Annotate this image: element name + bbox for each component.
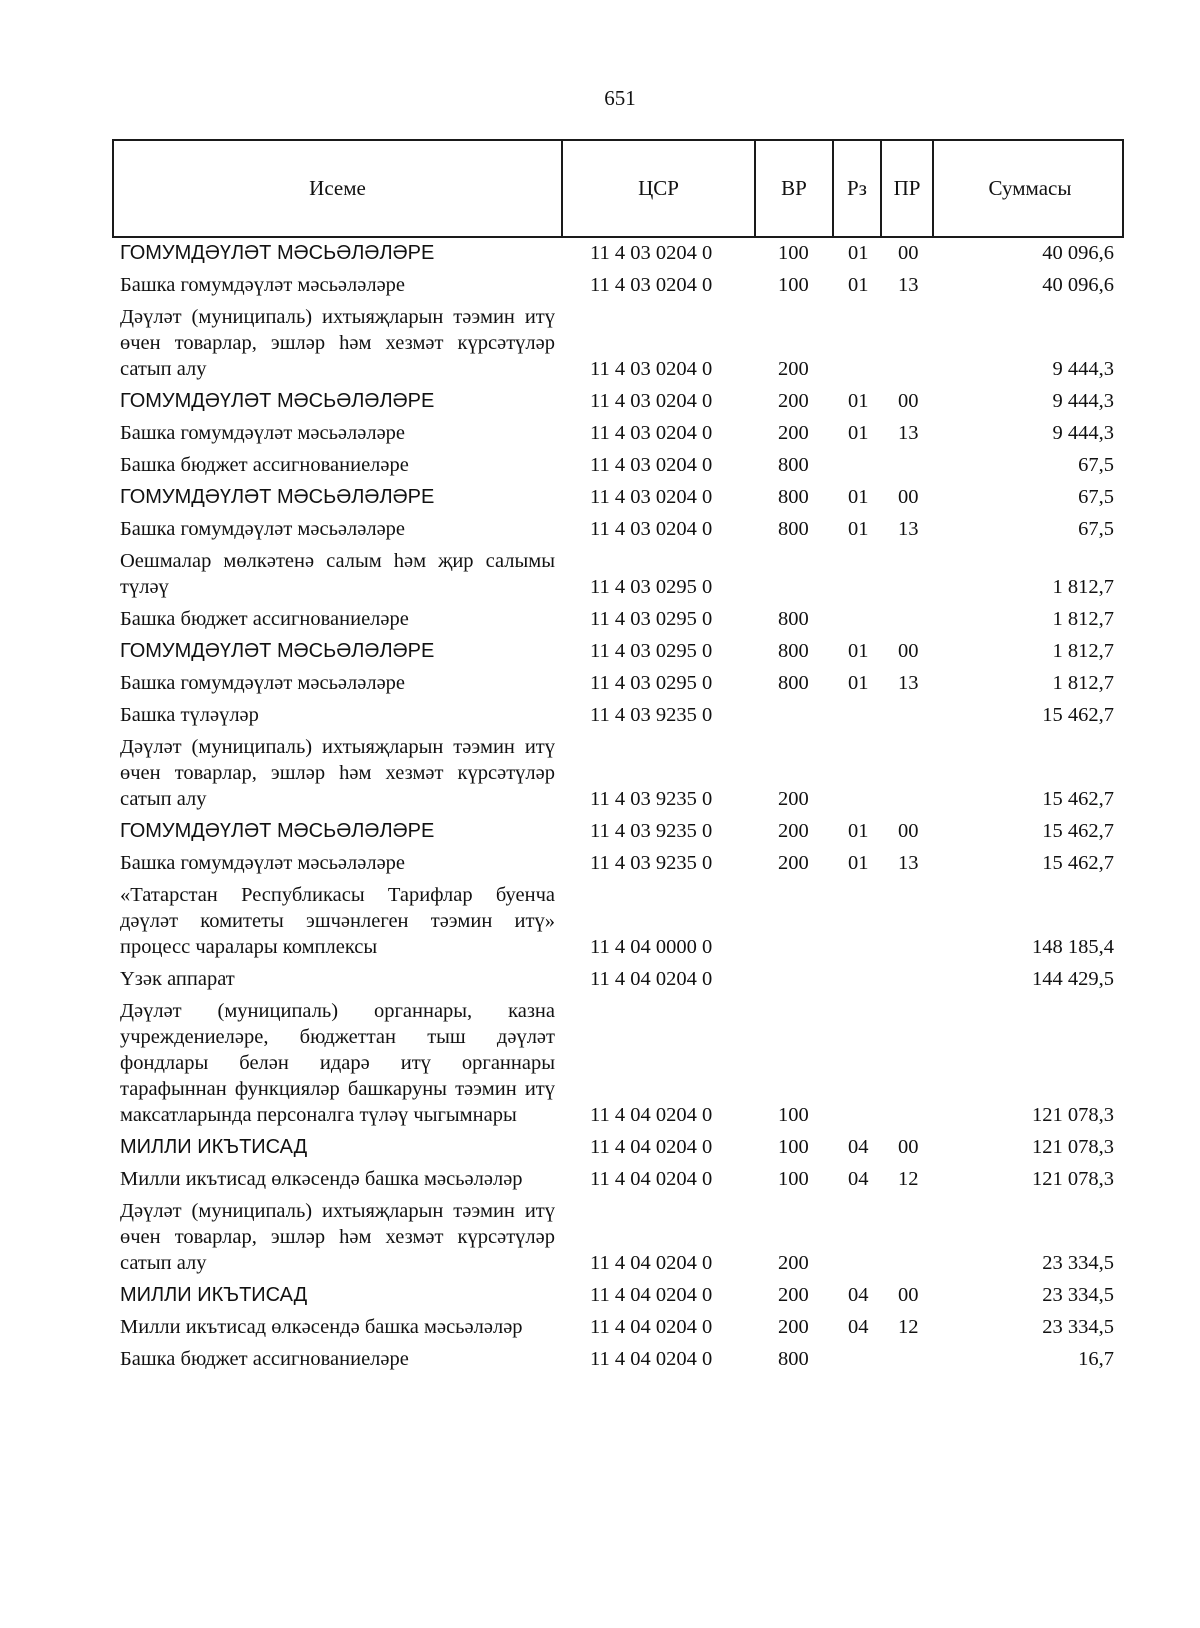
row-csr: 11 4 03 0204 0	[590, 390, 713, 412]
row-name: ГОМУМДӘҮЛӘТ МӘСЬӘЛӘЛӘРЕ	[120, 242, 435, 264]
table-row	[0, 1314, 1200, 1340]
header-sum: Суммасы	[988, 176, 1072, 200]
row-name: Башка гомумдәүләт мәсьәләләре	[120, 518, 406, 540]
row-rz: 01	[848, 422, 869, 444]
row-rz: 04	[848, 1316, 869, 1338]
row-name: Дәүләт (муниципаль) органнары, казна учреждениеләре, бюджеттан тыш дәүләт фондлары белән идарә итү органнары тарафыннан функцияләр башкаруны тәэмин итү максатларында персоналга түләү чыгымнары	[120, 1000, 555, 1126]
row-name: Милли икътисад өлкәсендә башка мәсьәләләр	[120, 1168, 523, 1190]
table-row	[0, 818, 1200, 844]
row-name: Дәүләт (муниципаль) ихтыяҗларын тәэмин итү өчен товарлар, эшләр һәм хезмәт күрсәтүләр сатып алу	[120, 306, 555, 380]
row-pr: 00	[898, 1284, 919, 1306]
row-csr: 11 4 04 0204 0	[590, 1136, 713, 1158]
row-rz: 04	[848, 1168, 869, 1190]
row-csr: 11 4 04 0204 0	[590, 968, 713, 990]
row-name: ГОМУМДӘҮЛӘТ МӘСЬӘЛӘЛӘРЕ	[120, 820, 435, 842]
table-row	[0, 1166, 1200, 1192]
row-name: ГОМУМДӘҮЛӘТ МӘСЬӘЛӘЛӘРЕ	[120, 640, 435, 662]
row-csr: 11 4 03 0204 0	[590, 422, 713, 444]
row-rz: 01	[848, 672, 869, 694]
row-name: ГОМУМДӘҮЛӘТ МӘСЬӘЛӘЛӘРЕ	[120, 486, 435, 508]
header-name: Исеме	[114, 141, 563, 236]
row-sum: 1 812,7	[1052, 608, 1114, 630]
row-name: Башка бюджет ассигнованиеләре	[120, 608, 409, 630]
row-vr: 100	[778, 1136, 809, 1158]
row-sum: 148 185,4	[1032, 936, 1114, 958]
row-csr: 11 4 03 0204 0	[590, 242, 713, 264]
row-csr: 11 4 04 0204 0	[590, 1252, 713, 1274]
row-sum: 15 462,7	[1042, 704, 1114, 726]
row-vr: 200	[778, 1316, 809, 1338]
row-rz: 01	[848, 242, 869, 264]
row-pr: 00	[898, 390, 919, 412]
row-vr: 200	[778, 1284, 809, 1306]
row-pr: 13	[898, 518, 919, 540]
row-sum: 144 429,5	[1032, 968, 1114, 990]
row-pr: 12	[898, 1168, 919, 1190]
row-rz: 01	[848, 852, 869, 874]
row-name: Башка түләүләр	[120, 704, 259, 726]
row-name: Башка гомумдәүләт мәсьәләләре	[120, 422, 406, 444]
row-csr: 11 4 03 0204 0	[590, 486, 713, 508]
row-csr: 11 4 03 9235 0	[590, 704, 713, 726]
row-name: Милли икътисад өлкәсендә башка мәсьәләләр	[120, 1316, 523, 1338]
row-rz: 01	[848, 274, 869, 296]
table-row	[0, 548, 1200, 600]
row-vr: 200	[778, 358, 809, 380]
row-vr: 800	[778, 454, 809, 476]
row-csr: 11 4 03 0295 0	[590, 608, 713, 630]
row-csr: 11 4 04 0204 0	[590, 1104, 713, 1126]
header-csr: ЦСР	[563, 141, 756, 236]
row-name: Дәүләт (муниципаль) ихтыяҗларын тәэмин итү өчен товарлар, эшләр һәм хезмәт күрсәтүләр сатып алу	[120, 1200, 555, 1274]
table-row	[0, 452, 1200, 478]
row-csr: 11 4 04 0204 0	[590, 1168, 713, 1190]
row-pr: 13	[898, 672, 919, 694]
page-number: 651	[604, 86, 636, 110]
row-vr: 100	[778, 242, 809, 264]
row-sum: 23 334,5	[1042, 1316, 1114, 1338]
table-row	[0, 1134, 1200, 1160]
row-name: Оешмалар мөлкәтенә салым һәм җир салымы түләү	[120, 550, 555, 598]
header-vr: ВР	[756, 141, 834, 236]
table-row	[0, 966, 1200, 992]
row-vr: 800	[778, 486, 809, 508]
row-name: Башка гомумдәүләт мәсьәләләре	[120, 672, 406, 694]
table-row	[0, 304, 1200, 382]
table-row	[0, 420, 1200, 446]
row-rz: 01	[848, 640, 869, 662]
row-vr: 200	[778, 820, 809, 842]
row-csr: 11 4 03 9235 0	[590, 820, 713, 842]
row-name: Башка бюджет ассигнованиеләре	[120, 454, 409, 476]
row-vr: 200	[778, 390, 809, 412]
row-pr: 00	[898, 1136, 919, 1158]
header-rz: Рз	[834, 141, 882, 236]
row-name: Башка гомумдәүләт мәсьәләләре	[120, 852, 406, 874]
row-sum: 67,5	[1078, 518, 1114, 540]
row-csr: 11 4 03 0204 0	[590, 358, 713, 380]
row-name: Үзәк аппарат	[120, 968, 235, 990]
row-vr: 800	[778, 1348, 809, 1370]
row-csr: 11 4 03 9235 0	[590, 788, 713, 810]
row-sum: 23 334,5	[1042, 1252, 1114, 1274]
row-csr: 11 4 04 0204 0	[590, 1348, 713, 1370]
row-pr: 00	[898, 640, 919, 662]
row-csr: 11 4 03 0295 0	[590, 576, 713, 598]
row-sum: 15 462,7	[1042, 788, 1114, 810]
row-pr: 12	[898, 1316, 919, 1338]
row-name: «Татарстан Республикасы Тарифлар буенча дәүләт комитеты эшчәнлеген тәэмин итү» процесс чаралары комплексы	[120, 884, 555, 958]
row-sum: 121 078,3	[1032, 1168, 1114, 1190]
row-rz: 04	[848, 1284, 869, 1306]
row-name: Башка бюджет ассигнованиеләре	[120, 1348, 409, 1370]
row-vr: 200	[778, 852, 809, 874]
row-sum: 9 444,3	[1052, 422, 1114, 444]
row-pr: 13	[898, 274, 919, 296]
row-csr: 11 4 04 0000 0	[590, 936, 713, 958]
row-name: Башка гомумдәүләт мәсьәләләре	[120, 274, 406, 296]
row-vr: 100	[778, 1104, 809, 1126]
row-csr: 11 4 03 0204 0	[590, 454, 713, 476]
row-pr: 13	[898, 422, 919, 444]
table-row	[0, 998, 1200, 1128]
row-rz: 01	[848, 390, 869, 412]
table-row	[0, 516, 1200, 542]
row-sum: 67,5	[1078, 486, 1114, 508]
table-row	[0, 1346, 1200, 1372]
row-sum: 15 462,7	[1042, 820, 1114, 842]
table-row	[0, 606, 1200, 632]
row-name: ГОМУМДӘҮЛӘТ МӘСЬӘЛӘЛӘРЕ	[120, 390, 435, 412]
row-sum: 15 462,7	[1042, 852, 1114, 874]
row-vr: 100	[778, 1168, 809, 1190]
row-vr: 200	[778, 1252, 809, 1274]
row-sum: 9 444,3	[1052, 390, 1114, 412]
row-vr: 800	[778, 518, 809, 540]
row-vr: 800	[778, 640, 809, 662]
row-sum: 9 444,3	[1052, 358, 1114, 380]
table-row	[0, 1282, 1200, 1308]
table-row	[0, 882, 1200, 960]
row-sum: 40 096,6	[1042, 274, 1114, 296]
row-vr: 800	[778, 672, 809, 694]
table-row	[0, 240, 1200, 266]
table-row	[0, 272, 1200, 298]
table-row	[0, 734, 1200, 812]
row-sum: 40 096,6	[1042, 242, 1114, 264]
row-sum: 121 078,3	[1032, 1104, 1114, 1126]
table-row	[0, 388, 1200, 414]
table-row	[0, 850, 1200, 876]
row-pr: 00	[898, 486, 919, 508]
row-sum: 67,5	[1078, 454, 1114, 476]
row-csr: 11 4 03 0204 0	[590, 518, 713, 540]
row-pr: 00	[898, 242, 919, 264]
row-pr: 13	[898, 852, 919, 874]
row-name: Дәүләт (муниципаль) ихтыяҗларын тәэмин итү өчен товарлар, эшләр һәм хезмәт күрсәтүләр сатып алу	[120, 736, 555, 810]
row-name: МИЛЛИ ИКЪТИСАД	[120, 1136, 308, 1158]
table-row	[0, 1198, 1200, 1276]
row-csr: 11 4 04 0204 0	[590, 1316, 713, 1338]
row-csr: 11 4 03 9235 0	[590, 852, 713, 874]
header-pr: ПР	[882, 141, 934, 236]
row-csr: 11 4 04 0204 0	[590, 1284, 713, 1306]
row-vr: 100	[778, 274, 809, 296]
row-csr: 11 4 03 0295 0	[590, 640, 713, 662]
row-vr: 200	[778, 422, 809, 444]
table-row	[0, 670, 1200, 696]
row-sum: 1 812,7	[1052, 640, 1114, 662]
row-rz: 04	[848, 1136, 869, 1158]
row-sum: 16,7	[1078, 1348, 1114, 1370]
row-csr: 11 4 03 0204 0	[590, 274, 713, 296]
row-vr: 800	[778, 608, 809, 630]
table-row	[0, 702, 1200, 728]
row-csr: 11 4 03 0295 0	[590, 672, 713, 694]
row-pr: 00	[898, 820, 919, 842]
table-row	[0, 638, 1200, 664]
table-row	[0, 484, 1200, 510]
row-rz: 01	[848, 486, 869, 508]
table-header	[112, 139, 1124, 238]
row-sum: 1 812,7	[1052, 576, 1114, 598]
row-rz: 01	[848, 518, 869, 540]
row-vr: 200	[778, 788, 809, 810]
row-name: МИЛЛИ ИКЪТИСАД	[120, 1284, 308, 1306]
row-rz: 01	[848, 820, 869, 842]
row-sum: 1 812,7	[1052, 672, 1114, 694]
row-sum: 23 334,5	[1042, 1284, 1114, 1306]
row-sum: 121 078,3	[1032, 1136, 1114, 1158]
